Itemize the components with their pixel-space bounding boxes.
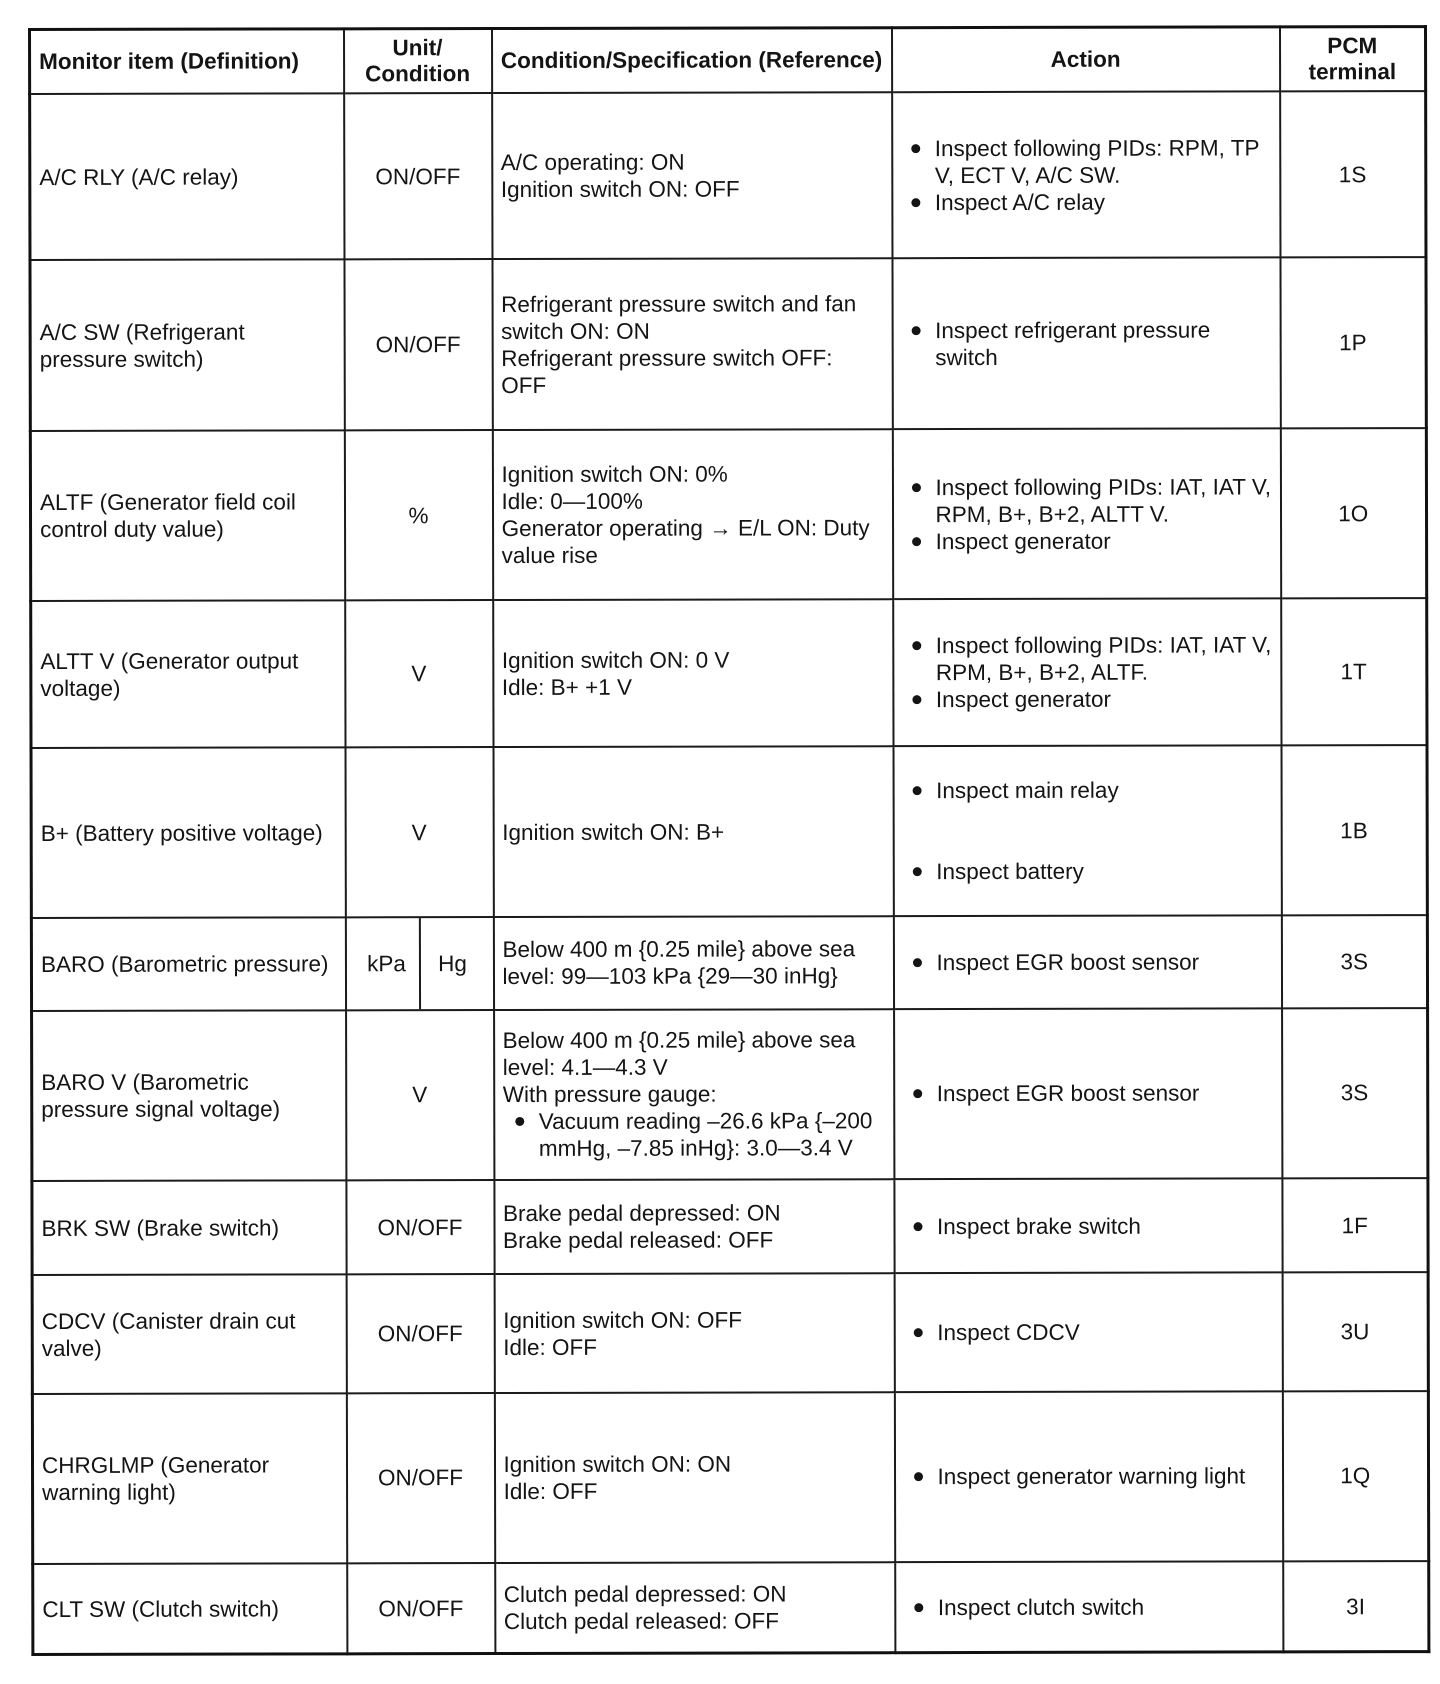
table-row (31, 915, 1427, 1010)
pcm-terminal: 1Q (1282, 1391, 1428, 1562)
condition-cell (494, 1392, 894, 1563)
condition-cell (494, 1179, 894, 1274)
action-cell (892, 258, 1280, 429)
pcm-terminal: 3U (1282, 1272, 1428, 1391)
action-item: Inspect generator warning light (904, 1463, 1274, 1491)
action-cell (893, 916, 1281, 1009)
condition-line: Idle: OFF (503, 1334, 598, 1360)
pcm-terminal: 1F (1282, 1178, 1428, 1273)
condition-line: Idle: 0—100% (501, 488, 643, 515)
action-cell (894, 1391, 1282, 1562)
action-item: Inspect following PIDs: IAT, IAT V, RPM, B+, B+2, ALTF. (902, 632, 1272, 687)
unit-cell: V (345, 747, 493, 918)
condition-line: Refrigerant pressure switch and fan switch ON: ON (501, 290, 857, 344)
header-pcm-terminal: PCM terminal (1280, 27, 1426, 92)
action-item: Inspect A/C relay (901, 188, 1271, 216)
header-monitor-item: Monitor item (Definition) (30, 29, 344, 94)
table-row (33, 1561, 1429, 1654)
monitor-spec-table (28, 25, 1430, 1656)
condition-cell (495, 1562, 895, 1653)
action-item: Inspect refrigerant pressure switch (901, 316, 1271, 371)
action-cell (893, 599, 1281, 746)
condition-line: Ignition switch ON: OFF (500, 176, 740, 203)
action-cell (892, 91, 1280, 258)
condition-line: Refrigerant pressure switch OFF: OFF (501, 345, 833, 398)
action-cell (892, 428, 1280, 599)
condition-line: Brake pedal depressed: ON (502, 1200, 781, 1227)
action-item: Inspect following PIDs: IAT, IAT V, RPM, B+, B+2, ALTT V. (901, 473, 1271, 528)
condition-cell (492, 429, 892, 600)
condition-line: Ignition switch ON: 0% (501, 461, 728, 488)
action-cell (894, 1178, 1282, 1273)
action-item: Inspect clutch switch (904, 1593, 1274, 1621)
monitor-item: B+ (Battery positive voltage) (31, 747, 345, 918)
action-item: Inspect generator (902, 527, 1272, 555)
unit-cell: ON/OFF (344, 93, 492, 260)
condition-line: Brake pedal released: OFF (503, 1227, 774, 1254)
condition-cell (492, 259, 892, 430)
monitor-item: CDCV (Canister drain cut valve) (32, 1275, 346, 1394)
pcm-terminal: 1O (1280, 428, 1426, 599)
monitor-item: A/C RLY (A/C relay) (30, 93, 344, 260)
action-cell (894, 1008, 1282, 1179)
condition-cell (493, 917, 893, 1010)
pcm-terminal: 3S (1282, 1008, 1428, 1179)
action-item: Inspect generator (902, 686, 1272, 714)
action-cell (895, 1562, 1283, 1653)
unit-cell-split (345, 917, 493, 1010)
table-row (32, 1272, 1428, 1393)
condition-line: Ignition switch ON: OFF (503, 1307, 743, 1333)
condition-line: Idle: B+ +1 V (501, 674, 633, 700)
pcm-terminal: 1P (1280, 258, 1426, 429)
pcm-terminal: 3S (1281, 915, 1427, 1008)
monitor-item: ALTT V (Generator output voltage) (31, 601, 345, 748)
condition-line: Clutch pedal released: OFF (503, 1608, 780, 1635)
header-condition-spec: Condition/Specification (Reference) (492, 28, 892, 93)
header-row (30, 27, 1426, 94)
condition-cell (492, 92, 892, 259)
unit-cell: ON/OFF (346, 1274, 494, 1393)
table-row (31, 599, 1427, 748)
table-row (31, 745, 1427, 918)
unit-cell: ON/OFF (346, 1393, 494, 1564)
condition-line: Below 400 m {0.25 mile} above sea level: 99—103 kPa {29—30 inHg} (502, 936, 856, 990)
action-item: Inspect battery (902, 857, 1272, 885)
condition-line: Idle: OFF (503, 1478, 598, 1504)
table-row (32, 1008, 1428, 1181)
unit-cell: ON/OFF (347, 1563, 495, 1654)
action-item: Inspect brake switch (903, 1212, 1273, 1240)
table-row (30, 91, 1426, 260)
condition-cell (494, 1274, 894, 1393)
condition-line: Ignition switch ON: ON (503, 1451, 732, 1477)
condition-line: A/C operating: ON (500, 149, 685, 176)
monitor-item: A/C SW (Refrigerant pressure switch) (30, 260, 344, 431)
header-unit-condition: Unit/ Condition (344, 29, 492, 94)
condition-line: Ignition switch ON: B+ (502, 819, 725, 845)
pcm-terminal: 3I (1283, 1561, 1429, 1652)
table-row (30, 258, 1426, 431)
unit-cell: V (346, 1010, 494, 1181)
table-row (32, 1178, 1428, 1275)
action-item: Inspect main relay (902, 776, 1272, 804)
condition-line: Clutch pedal depressed: ON (503, 1581, 787, 1608)
unit-cell: V (345, 600, 493, 747)
unit-cell: ON/OFF (344, 259, 492, 430)
condition-cell (494, 1009, 894, 1180)
unit-cell: % (344, 430, 492, 601)
action-item: Inspect EGR boost sensor (902, 948, 1272, 976)
condition-bullet: Vacuum reading –26.6 kPa {–200 mmHg, –7.85 inHg}: 3.0—3.4 V (503, 1108, 885, 1163)
monitor-item: CLT SW (Clutch switch) (33, 1564, 347, 1655)
condition-line: Below 400 m {0.25 mile} above sea level: 4.1—4.3 V (502, 1027, 856, 1081)
condition-line: Ignition switch ON: 0 V (501, 647, 730, 673)
unit-cell: ON/OFF (346, 1180, 494, 1275)
action-item: Inspect following PIDs: RPM, TP V, ECT V, A/C SW. (901, 134, 1271, 189)
condition-cell (493, 600, 893, 747)
condition-line: Generator operating → E/L ON: Duty value rise (501, 515, 870, 569)
table-row (32, 1391, 1428, 1564)
unit-kpa: kPa (367, 951, 406, 977)
monitor-item: BARO V (Barometric pressure signal voltage) (32, 1010, 346, 1181)
action-cell (893, 745, 1281, 916)
condition-line: With pressure gauge: (502, 1081, 717, 1108)
header-action: Action (892, 27, 1280, 92)
pcm-terminal: 1T (1281, 599, 1427, 746)
action-item: Inspect CDCV (903, 1318, 1273, 1346)
table-row (30, 428, 1426, 601)
spec-page (28, 25, 1427, 1656)
pcm-terminal: 1S (1280, 91, 1426, 258)
monitor-item: BARO (Barometric pressure) (31, 918, 345, 1011)
monitor-item: ALTF (Generator field coil control duty value) (30, 430, 344, 601)
action-item: Inspect EGR boost sensor (903, 1080, 1273, 1108)
pcm-terminal: 1B (1281, 745, 1427, 916)
condition-cell (493, 746, 893, 917)
action-cell (894, 1273, 1282, 1392)
unit-hg: Hg (418, 918, 484, 1008)
monitor-item: BRK SW (Brake switch) (32, 1180, 346, 1275)
monitor-item: CHRGLMP (Generator warning light) (32, 1393, 346, 1564)
